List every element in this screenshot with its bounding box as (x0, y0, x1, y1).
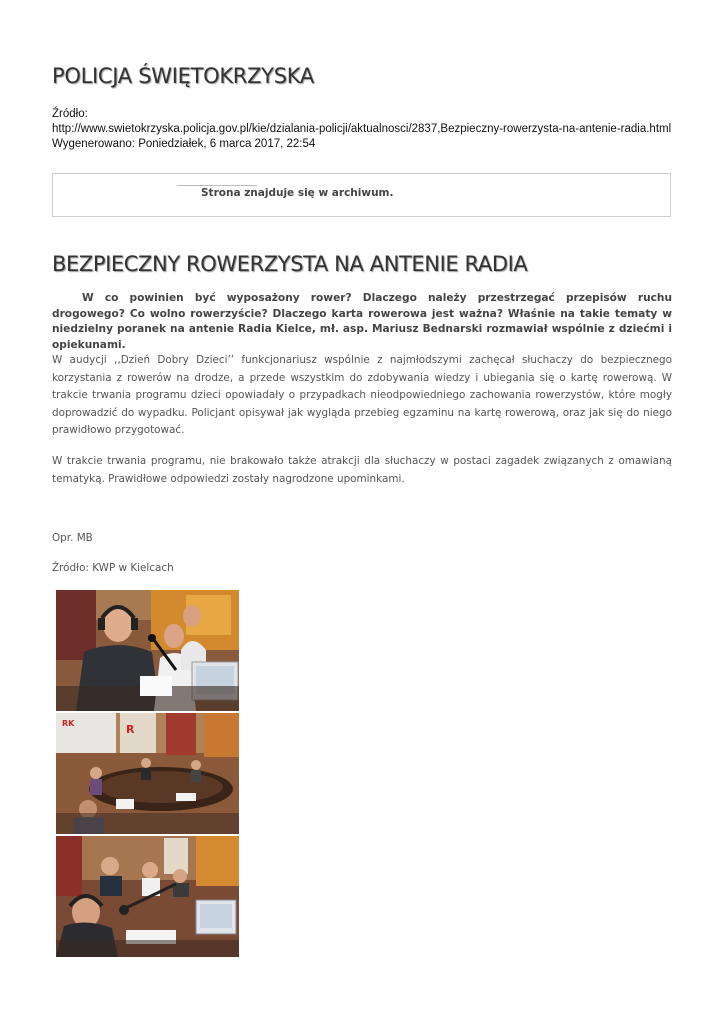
svg-text:R: R (126, 723, 135, 736)
svg-text:RK: RK (62, 719, 75, 728)
generated-date: Wygenerowano: Poniedziałek, 6 marca 2017, 22:54 (52, 138, 316, 150)
source-url[interactable]: http://www.swietokrzyska.policja.gov.pl/kie/dzialania-policji/aktualnosci/2837,Bezpieczny-rowerzysta-na-antenie-radia.html (52, 123, 672, 135)
source-meta (52, 107, 692, 152)
article-lead: W co powinien być wyposażony rower? Dlaczego należy przestrzegać przepisów ruchu drogowego? Co wolno rowerzyście? Dlaczego karta rowerowa jest ważna? Właśnie na takie tematy w niedzielny poranek na antenie Radia Kielce, mł. asp. Mariusz Bednarski rozmawiał wspólnie z dziećmi i opiekunami. (52, 292, 672, 351)
article-author: Opr. MB (52, 532, 93, 544)
photo-1-image (56, 590, 239, 711)
article-paragraph-2: W trakcie trwania programu, nie brakowało także atrakcji dla słuchaczy w postaci zagadek związanych z omawianą tematyką. Prawidłowe odpowiedzi zostały nagrodzone upominkami. (52, 455, 672, 485)
article-title: BEZPIECZNY ROWERZYSTA NA ANTENIE RADIA (52, 252, 528, 276)
photo-2-image (56, 713, 239, 834)
site-title: POLICJA ŚWIĘTOKRZYSKA (52, 64, 314, 88)
archive-divider (177, 185, 257, 186)
source-label: Źródło: (52, 108, 88, 120)
radio-studio-photo-2[interactable] (56, 713, 239, 834)
article-source: Źródło: KWP w Kielcach (52, 562, 174, 574)
radio-studio-photo-1[interactable] (56, 590, 239, 711)
radio-studio-photo-3[interactable] (56, 836, 239, 957)
photo-3-image (56, 836, 239, 957)
article-paragraph-1: W audycji ,,Dzień Dobry Dzieci’’ funkcjonariusz wspólnie z najmłodszymi zachęcał słuchaczy do bezpiecznego korzystania z rowerów na drodze, a przede wszystkim do zdobywania wiedzy i ubiegania się o kartę rowerową. W trakcie trwania programu dzieci opowiadały o przypadkach nieodpowiedniego zachowania rowerzystów, które mogły doprowadzić do wypadku. Policjant opisywał jak wygląda przebieg egzaminu na kartę rowerową, oraz jak się do niego prawidłowo przygotować. (52, 354, 672, 436)
archive-notice (52, 173, 671, 217)
archive-message: Strona znajduje się w archiwum. (201, 187, 394, 199)
